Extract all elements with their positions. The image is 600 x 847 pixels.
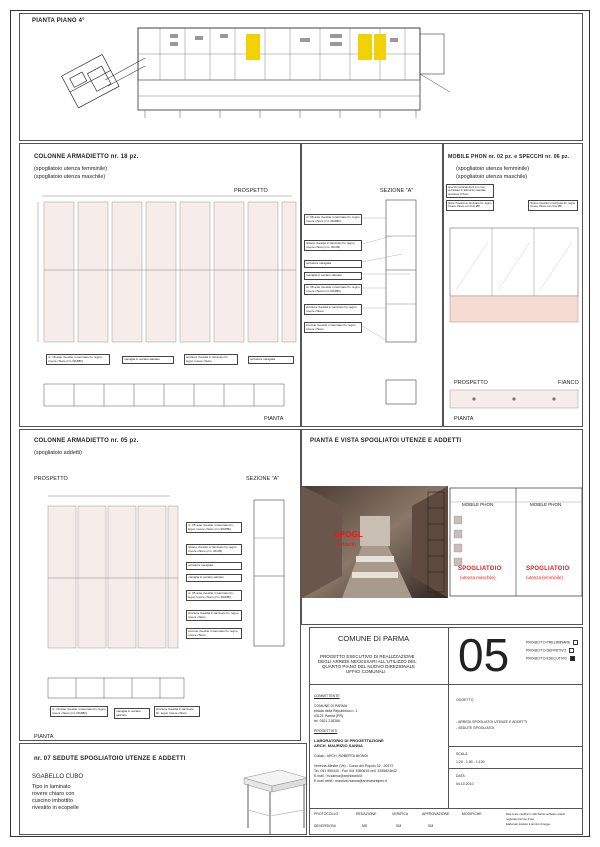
colonne18-note-6: struttura rivestita in laminato fin. legno rovere chiaro <box>304 304 362 315</box>
mobile-title: MOBILE PHON nr. 02 pz. e SPECCHI nr. 06 pz. <box>448 154 570 160</box>
sheet-number: 05 <box>458 629 510 681</box>
phase-2-checkbox <box>569 648 574 653</box>
plan-panel <box>19 13 583 141</box>
colonne18-note-3: serratura mangiala <box>304 260 362 268</box>
phase-2: PROGETTO DEFINITIVO <box>526 648 567 653</box>
bottom-value-1: DEVERSIONI <box>314 824 336 828</box>
comune-title: COMUNE DI PARMA <box>338 634 410 643</box>
phase-3: PROGETTO ESECUTIVO <box>526 656 567 661</box>
address-1: Venezia-Mestre (Ve) - Corso del Popolo 32 - 30172 <box>314 764 394 768</box>
sezione18-drawing <box>302 144 443 427</box>
mobile-phon-label-2: MOBILE PHON <box>530 502 562 507</box>
progettisti-1: LABORATORIO DI PROGETTAZIONE <box>314 738 384 743</box>
spogliatoio-femminile-sub: (utenza femminile) <box>526 575 564 580</box>
footnote-2: registrato Norme d'uso <box>506 817 535 821</box>
spogliatoio-femminile-label: SPOGLIATOIO <box>526 566 570 572</box>
tb-divider-h2 <box>448 746 583 747</box>
colonne18-sub2: (spogliatoio utenza maschile) <box>34 174 106 180</box>
bottom-value-3: SM <box>396 824 402 828</box>
colonne05-note-2: ripiano rivestito in laminato fin. legno rovere chiaro (cm. 30x39) <box>186 544 242 555</box>
bottom-label-3: VERIFICA <box>392 812 409 816</box>
phase-1: PROGETTO PRELIMINARE <box>526 640 571 645</box>
vista-title: PIANTA E VISTA SPOGLIATOI UTENZE E ADDETTI <box>310 438 462 444</box>
mobile-prospetto: PROSPETTO <box>454 380 488 386</box>
mobile-fianco: FIANCO <box>558 380 579 386</box>
committente-2: strada della Repubblica n. 1 <box>314 709 358 713</box>
progetto-line-2: DEGLI ARREDI NECESSARI ALL'UTILIZZO DEL <box>318 659 417 664</box>
seduta-desc-1: Tipo in laminato <box>32 784 71 790</box>
phase-1-row <box>526 640 578 645</box>
address-4: E.mail certif.: maurizio.sanna@archiworldpec.it <box>314 779 387 783</box>
colonne05-sezione: SEZIONE "A" <box>246 476 280 482</box>
colonne05-bottom-note-3: struttura rivestita in laminato fin. legno rovere chiaro <box>154 706 200 717</box>
collab: Collab.: ARCH. ROBERTA BIONDI <box>314 754 368 758</box>
footnote-3: Elaborato tutelato a termini di legge <box>506 822 551 826</box>
data-label: DATA <box>456 774 465 778</box>
tb-divider-v <box>448 628 449 808</box>
colonne18-bottom-note-3: struttura rivestita in laminato fin. legno rovere chiaro <box>184 354 238 365</box>
colonne05-elevation <box>20 430 301 741</box>
seduta-name: SGABELLO CUBO <box>32 774 84 780</box>
render-photo <box>302 486 448 598</box>
mobile-note-3: ripiano rivestito in laminato fin. legno rovere chiaro con foro Ø8 <box>528 200 578 211</box>
colonne05-bottom-note-1: nr. 10 ante rivestite in laminato fin. legno rovere chiaro (cm 39x88h) <box>50 706 108 717</box>
committente-label: COMMITTENTE <box>314 694 340 698</box>
committente-4: tel. 0521 218266 <box>314 719 341 723</box>
colonne18-note-7: zoccolo rivestito in laminato fin. legno rovere chiaro <box>304 322 362 333</box>
colonne18-panel <box>19 143 301 427</box>
data-value: 04.10.2010 <box>456 782 474 786</box>
colonne05-note-4: maniglia in acciaio satinato <box>186 574 242 582</box>
vista-panel <box>301 429 583 625</box>
sezione18-panel <box>301 143 443 427</box>
colonne18-note-2: ripiano rivestito in laminato fin. legno rovere chiaro (cm. 30x39) <box>304 240 362 251</box>
oggetto-label: OGGETTO <box>456 698 474 702</box>
mobile-pianta: PIANTA <box>454 416 474 422</box>
colonne05-sub1: (spogliatoio addetti) <box>34 450 83 456</box>
seduta-desc-3: cuscino imbottito <box>32 798 73 804</box>
tb-divider-h4 <box>310 808 583 809</box>
progettisti-2: ARCH. MAURIZIO SANNA <box>314 743 363 748</box>
floor-plan-drawing <box>20 14 583 141</box>
oggetto-1: - ARREDI SPOGLIATOI UTENZE E ADDETTI <box>456 720 528 724</box>
colonne18-sub1: (spogliatoio utenza femminile) <box>34 166 108 172</box>
stool-drawing <box>20 744 307 835</box>
progetto-line-3: QUARTO PIANO DEL NUOVO DIREZIONALE <box>322 664 416 669</box>
colonne05-note-1: nr. 05 ante rivestite in laminato fin. legno rovere chiaro (cm 39x88h) <box>186 522 242 533</box>
photo-label-2: (addetti) <box>336 542 357 548</box>
colonne18-note-1: nr. 08 ante rivestite in laminato fin. legno rovere chiaro (cm 39x88h) <box>304 214 362 225</box>
colonne18-note-4: maniglia in acciaio satinato <box>304 272 362 280</box>
mobile-phon-label-1: MOBILE PHON <box>462 502 494 507</box>
address-3: E.mail : m.sanna@archiworld.it <box>314 774 363 778</box>
tb-divider-h3 <box>448 768 583 769</box>
colonne05-title: COLONNE ARMADIETTO nr. 05 pz. <box>34 438 139 444</box>
colonne05-bottom-note-2: maniglia in acciaio satinato <box>114 708 150 719</box>
colonne18-prospetto: PROSPETTO <box>234 188 268 194</box>
spogliatoio-maschile-label: SPOGLIATOIO <box>458 566 502 572</box>
bottom-value-4: SM <box>428 824 434 828</box>
address-2: Tel. 041 950440 - Fax 041 5350639 cell. 3395824642 <box>314 769 397 773</box>
progetto-line-1: PROGETTO ESECUTIVO DI REALIZZAZIONE <box>320 654 415 659</box>
oggetto-2: - SEDUTE SPOGLIATOI <box>456 726 495 730</box>
bottom-label-1: PROTOCOLLO <box>314 812 339 816</box>
title-block <box>309 627 583 835</box>
colonne05-note-6: struttura rivestita in laminato fin. legno rovere chiaro <box>186 610 242 621</box>
colonne18-bottom-note-2: maniglia in acciaio satinato <box>122 356 174 364</box>
colonne18-title: COLONNE ARMADIETTO nr. 18 pz. <box>34 154 139 160</box>
seduta-title: nr. 07 SEDUTE SPOGLIATOIO UTENZE E ADDETTI <box>34 756 186 762</box>
colonne18-sezione: SEZIONE "A" <box>380 188 414 194</box>
mobile-note-1: specchi verticali da 6 mm non verniciato in alluminio naturale spessore 0.5mm <box>446 184 494 198</box>
colonne05-panel <box>19 429 301 741</box>
seduta-desc-4: rivestito in ecopelle <box>32 805 79 811</box>
mobile-panel <box>443 143 583 427</box>
mobile-sub1: (spogliatoio utenza femminile) <box>456 166 530 172</box>
scala-value: 1:20 - 1:50 - 1:100 <box>456 760 485 764</box>
colonne05-pianta: PIANTA <box>34 734 54 740</box>
phase-3-checkbox <box>570 656 575 661</box>
photo-label-1: SPOGL <box>334 530 364 539</box>
colonne18-pianta: PIANTA <box>264 416 284 422</box>
mobile-note-2: piano rivestito in laminato fin. legno rovere chiaro con foro Ø8 <box>446 200 494 211</box>
phase-1-checkbox <box>573 640 578 645</box>
progettisti-label: PROGETTISTI <box>314 729 338 733</box>
seduta-panel <box>19 743 307 835</box>
bottom-value-2: MS <box>362 824 368 828</box>
progetto-line-4: UFFICI COMUNALI <box>346 669 386 674</box>
colonne18-bottom-note-1: nr. 18 ante rivestite in laminato fin. legno rovere chiaro (cm 39x88h) <box>46 354 110 365</box>
phase-2-row <box>526 648 574 653</box>
mobile-sub2: (spogliatoio utenza maschile) <box>456 174 528 180</box>
scala-label: SCALA <box>456 752 468 756</box>
committente-3: 43121 Parma (PR) <box>314 714 344 718</box>
drawing-sheet <box>10 10 590 837</box>
spogliatoio-maschile-sub: (utenza maschile) <box>460 575 496 580</box>
bottom-label-2: REDAZIONE <box>356 812 377 816</box>
tb-divider-h1 <box>310 684 583 685</box>
colonne05-note-3: serratura mangiala <box>186 562 242 570</box>
seduta-desc-2: rovere chiaro con <box>32 791 75 797</box>
phase-3-row <box>526 656 575 661</box>
colonne18-bottom-note-4: serratura mangiala <box>248 356 294 364</box>
colonne05-note-5: nr. 05 ante rivestite in laminato fin. legno rovere chiaro (cm 39x88h) <box>186 590 242 601</box>
colonne18-note-5: nr. 08 ante rivestite in laminato fin. legno rovere chiaro (cm 39x88h) <box>304 284 362 295</box>
colonne05-note-7: zoccolo rivestito in laminato fin. legno rovere chiaro <box>186 628 242 639</box>
committente-1: COMUNE DI PARMA <box>314 704 348 708</box>
colonne18-elevation <box>20 144 301 427</box>
footnote-1: Dati coste multiformi utilizzando software quanti <box>506 812 566 816</box>
bottom-label-4: APPROVAZIONE <box>422 812 450 816</box>
bottom-label-5: MODIFICHE <box>462 812 482 816</box>
plan-title: PIANTA PIANO 4° <box>32 18 85 24</box>
colonne05-prospetto: PROSPETTO <box>34 476 68 482</box>
